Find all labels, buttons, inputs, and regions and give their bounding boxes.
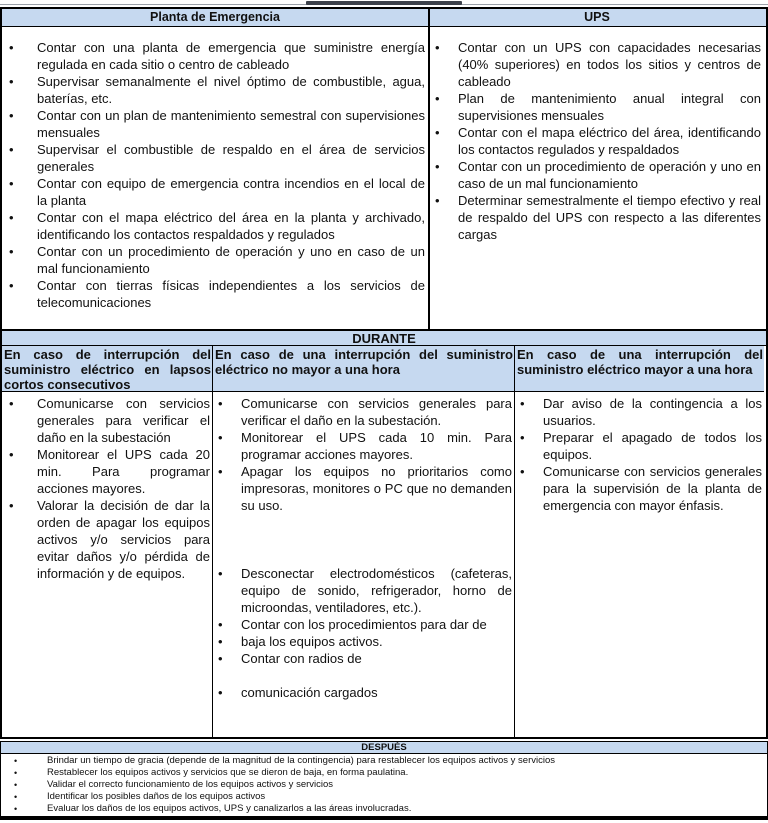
list-item-text: Plan de mantenimiento anual integral con supervisiones mensuales bbox=[458, 91, 761, 123]
list-item-text: Evaluar los daños de los equipos activos, UPS y canalizarlos a las áreas involucradas. bbox=[47, 803, 412, 814]
list-item-text: Identificar los posibles daños de los equipos activos bbox=[47, 791, 266, 802]
list-item-text: Brindar un tiempo de gracia (depende de la magnitud de la contingencia) para restablecer los equipos activos y servicios bbox=[47, 755, 556, 766]
durante-column-1-list bbox=[2, 392, 212, 737]
bullet-icon: • bbox=[14, 792, 18, 802]
bullet-icon: • bbox=[9, 74, 14, 89]
list-item bbox=[1, 767, 763, 779]
before-section-body-row bbox=[2, 27, 766, 329]
before-and-during-table bbox=[0, 7, 768, 739]
list-item bbox=[3, 243, 426, 277]
list-item-text: Contar con equipo de emergencia contra incendios en el local de la planta bbox=[37, 176, 425, 208]
durante-columns bbox=[2, 346, 766, 737]
despues-list bbox=[1, 754, 767, 816]
durante-section-title: DURANTE bbox=[2, 329, 766, 346]
bullet-icon: • bbox=[9, 396, 14, 411]
list-item bbox=[214, 429, 513, 463]
durante-column-over-one-hour bbox=[515, 346, 764, 737]
bullet-icon: • bbox=[218, 685, 223, 700]
list-item-text: Contar con un UPS con capacidades necesarias (40% superiores) en todos los sitios y centros de cableado bbox=[458, 40, 761, 89]
list-item bbox=[431, 192, 762, 243]
header-ups: UPS bbox=[584, 10, 610, 24]
list-item bbox=[214, 616, 513, 633]
bullet-icon: • bbox=[9, 210, 14, 225]
truncated-previous-row bbox=[0, 0, 768, 7]
list-item-text bbox=[241, 514, 513, 531]
list-item-text: Comunicarse con servicios generales para verificar el daño en la subestación bbox=[37, 396, 210, 445]
list-item bbox=[3, 107, 426, 141]
durante-column-1-header: En caso de interrupción del suministro eléctrico en lapsos cortos consecutivos bbox=[4, 347, 211, 392]
list-item bbox=[214, 650, 513, 667]
list-item bbox=[431, 90, 762, 124]
list-item-text: Valorar la decisión de dar la orden de apagar los equipos activos y/o servicios para evitar daños y/o pérdida de información y de equipos. bbox=[37, 498, 210, 581]
bullet-icon: • bbox=[218, 634, 223, 649]
list-item-text: Desconectar electrodomésticos (cafeteras, equipo de sonido, refrigerador, horno de microondas, ventiladores, etc.). bbox=[241, 566, 512, 615]
blank-line bbox=[214, 667, 513, 684]
bullet-icon: • bbox=[218, 617, 223, 632]
after-section-table bbox=[0, 741, 768, 820]
durante-column-3-list bbox=[515, 392, 764, 737]
list-item-text: baja los equipos activos. bbox=[241, 634, 383, 649]
list-item-text: Determinar semestralmente el tiempo efectivo y real de respaldo del UPS con respecto a las diferentes cargas bbox=[458, 193, 761, 242]
bullet-icon: • bbox=[14, 756, 18, 766]
blank-line bbox=[214, 548, 513, 565]
bullet-icon: • bbox=[520, 464, 525, 479]
bullet-icon bbox=[214, 514, 241, 531]
bullet-icon: • bbox=[435, 193, 440, 208]
list-item bbox=[214, 684, 513, 701]
list-item bbox=[214, 395, 513, 429]
illegible-text-remnant bbox=[306, 1, 462, 5]
bullet-icon: • bbox=[9, 142, 14, 157]
list-item-text bbox=[241, 667, 513, 684]
list-item bbox=[431, 39, 762, 90]
list-item-text: Contar con tierras físicas independientes a los servicios de telecomunicaciones bbox=[37, 278, 425, 310]
list-item-text: Restablecer los equipos activos y servicios que se dieron de baja, en forma paulatina. bbox=[47, 767, 409, 778]
durante-column-2-list bbox=[213, 392, 514, 737]
bullet-icon: • bbox=[218, 430, 223, 445]
despues-section-title: DESPUÉS bbox=[1, 742, 767, 754]
list-item-text: Apagar los equipos no prioritarios como impresoras, monitores o PC que no demanden su uso. bbox=[241, 464, 512, 513]
bullet-icon: • bbox=[9, 498, 14, 513]
list-item-text: Dar aviso de la contingencia a los usuarios. bbox=[543, 396, 762, 428]
bullet-icon: • bbox=[435, 159, 440, 174]
bullet-icon: • bbox=[435, 125, 440, 140]
bullet-icon: • bbox=[9, 40, 14, 55]
list-item-text bbox=[241, 548, 513, 565]
bullet-icon bbox=[214, 531, 241, 548]
bullet-icon: • bbox=[9, 244, 14, 259]
list-item-text: Contar con radios de bbox=[241, 651, 362, 666]
list-item bbox=[214, 633, 513, 650]
before-section-header-row bbox=[2, 9, 766, 27]
bullet-icon: • bbox=[520, 396, 525, 411]
list-item bbox=[3, 73, 426, 107]
list-item bbox=[3, 141, 426, 175]
list-item-text bbox=[241, 531, 513, 548]
list-item-text: Contar con una planta de emergencia que suministre energía regulada en cada sitio o centro de cableado bbox=[37, 40, 425, 72]
bullet-icon: • bbox=[435, 40, 440, 55]
bullet-icon: • bbox=[14, 804, 18, 814]
bullet-icon: • bbox=[9, 278, 14, 293]
bullet-icon: • bbox=[9, 176, 14, 191]
bullet-icon: • bbox=[218, 396, 223, 411]
list-item-text: Contar con un procedimiento de operación y uno en caso de un mal funcionamiento bbox=[458, 159, 761, 191]
list-item-text: Contar con los procedimientos para dar de bbox=[241, 617, 487, 632]
durante-column-short-lapses bbox=[2, 346, 213, 737]
list-item-text: Monitorear el UPS cada 10 min. Para programar acciones mayores. bbox=[241, 430, 512, 462]
blank-line bbox=[214, 531, 513, 548]
list-item bbox=[1, 779, 763, 791]
list-item-text: Contar con el mapa eléctrico del área en la planta y archivado, identificando los contactos respaldados y regulados bbox=[37, 210, 425, 242]
bullet-icon: • bbox=[9, 108, 14, 123]
bullet-icon: • bbox=[14, 780, 18, 790]
bullet-icon bbox=[214, 667, 241, 684]
list-item-text: Contar con un procedimiento de operación y uno en caso de un mal funcionamiento bbox=[37, 244, 425, 276]
list-item bbox=[214, 565, 513, 616]
list-item bbox=[431, 124, 762, 158]
list-item bbox=[431, 158, 762, 192]
list-item bbox=[3, 395, 211, 446]
list-item bbox=[3, 277, 426, 311]
list-item bbox=[516, 429, 763, 463]
bullet-icon: • bbox=[9, 447, 14, 462]
list-item bbox=[516, 463, 763, 514]
list-item-text: Supervisar el combustible de respaldo en el área de servicios generales bbox=[37, 142, 425, 174]
list-item-text: Validar el correcto funcionamiento de los equipos activos y servicios bbox=[47, 779, 334, 790]
list-item bbox=[3, 497, 211, 582]
list-item-text: Preparar el apagado de todos los equipos. bbox=[543, 430, 762, 462]
list-item-text: Contar con un plan de mantenimiento semestral con supervisiones mensuales bbox=[37, 108, 425, 140]
bullet-icon: • bbox=[218, 464, 223, 479]
header-planta-de-emergencia: Planta de Emergencia bbox=[2, 9, 430, 26]
list-item-text: Monitorear el UPS cada 20 min. Para programar acciones mayores. bbox=[37, 447, 210, 496]
list-item bbox=[1, 755, 763, 767]
blank-line bbox=[214, 514, 513, 531]
list-item-text: Supervisar semanalmente el nivel óptimo de combustible, agua, baterías, etc. bbox=[37, 74, 425, 106]
list-item bbox=[3, 175, 426, 209]
planta-de-emergencia-list bbox=[2, 27, 430, 329]
list-item-text: Comunicarse con servicios generales para verificar el daño en la subestación. bbox=[241, 396, 512, 428]
list-item bbox=[214, 463, 513, 514]
bullet-icon: • bbox=[435, 91, 440, 106]
bullet-icon: • bbox=[520, 430, 525, 445]
bullet-icon: • bbox=[218, 651, 223, 666]
durante-column-under-one-hour bbox=[213, 346, 515, 737]
ups-list bbox=[430, 27, 764, 329]
durante-column-2-header: En caso de una interrupción del suministro eléctrico no mayor a una hora bbox=[213, 346, 514, 392]
list-item bbox=[1, 803, 763, 815]
list-item bbox=[516, 395, 763, 429]
list-item-text: comunicación cargados bbox=[241, 685, 378, 700]
list-item bbox=[3, 446, 211, 497]
durante-column-3-header: En caso de una interrupción del suministro eléctrico mayor a una hora bbox=[515, 346, 764, 392]
bullet-icon: • bbox=[14, 768, 18, 778]
list-item bbox=[1, 791, 763, 803]
list-item bbox=[3, 39, 426, 73]
list-item bbox=[3, 209, 426, 243]
list-item-text: Contar con el mapa eléctrico del área, identificando los contactos regulados y respaldados bbox=[458, 125, 761, 157]
bullet-icon bbox=[214, 548, 241, 565]
list-item-text: Comunicarse con servicios generales para la supervisión de la planta de emergencia con mayor énfasis. bbox=[543, 464, 762, 513]
bullet-icon: • bbox=[218, 566, 223, 581]
